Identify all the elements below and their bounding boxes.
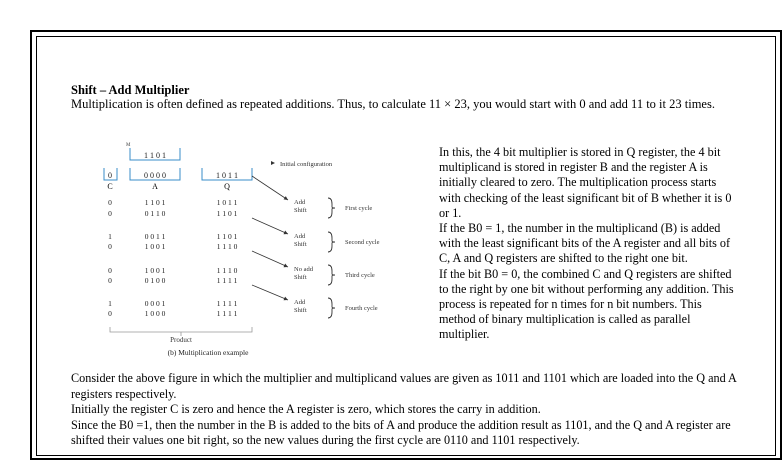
op-shift-label: Shift bbox=[294, 241, 307, 248]
row-q-value: 1 1 0 1 bbox=[216, 209, 238, 218]
row-a-value: 0 1 0 0 bbox=[144, 276, 166, 285]
op-action-label: Add bbox=[294, 233, 306, 240]
side-paragraph-1: In this, the 4 bit multiplier is stored in Q register, the 4 bit multiplicand is stored in register B and the register A is initially cleared to zero. The multiplication process starts with checking of the least significant bit of B whether it is 0 or 1. bbox=[439, 145, 732, 220]
row-q-value: 1 1 1 1 bbox=[216, 276, 238, 285]
op-arrow-icon bbox=[284, 231, 289, 236]
side-paragraph-2: If the B0 = 1, the number in the multiplicand (B) is added with the least significant bits of the A register and all bits of C, A and Q registers are shifted to the right one bit. bbox=[439, 221, 731, 266]
cycle-label: Third cycle bbox=[345, 272, 375, 279]
b-register-value: 1 1 0 1 bbox=[144, 151, 166, 160]
q-column-header: Q bbox=[224, 182, 230, 191]
product-bracket bbox=[110, 327, 252, 332]
row-a-value: 1 0 0 1 bbox=[144, 266, 166, 275]
op-arrow-icon bbox=[284, 264, 289, 269]
c-initial-value: 0 bbox=[108, 171, 112, 180]
cycle-label: Fourth cycle bbox=[345, 305, 378, 312]
row-a-value: 1 0 0 1 bbox=[144, 242, 166, 251]
row-c-value: 0 bbox=[108, 309, 112, 318]
cycle-brace bbox=[328, 232, 335, 252]
c-column-header: C bbox=[107, 182, 113, 191]
op-shift-label: Shift bbox=[294, 207, 307, 214]
row-c-value: 0 bbox=[108, 276, 112, 285]
row-c-value: 0 bbox=[108, 242, 112, 251]
row-c-value: 0 bbox=[108, 266, 112, 275]
op-action-label: Add bbox=[294, 299, 306, 306]
op-action-label: Add bbox=[294, 199, 306, 206]
row-a-value: 1 1 0 1 bbox=[144, 198, 166, 207]
row-q-value: 1 0 1 1 bbox=[216, 198, 238, 207]
op-arrow-line bbox=[252, 285, 288, 300]
row-q-value: 1 1 1 0 bbox=[216, 266, 238, 275]
bottom-paragraph-3: Since the B0 =1, then the number in the B is added to the bits of A and produce the addition result as 1101, and the Q and A register are shifted their values one bit right, so the new values during the first cycle are 0110 and 1101 respectively. bbox=[71, 417, 731, 447]
product-label: Product bbox=[170, 336, 192, 344]
bottom-explanation bbox=[71, 371, 751, 449]
op-arrow-line bbox=[252, 218, 288, 234]
q-initial-value: 1 0 1 1 bbox=[216, 171, 238, 180]
row-q-value: 1 1 0 1 bbox=[216, 232, 238, 241]
row-a-value: 0 0 1 1 bbox=[144, 232, 166, 241]
section-title: Shift – Add Multiplier bbox=[71, 83, 190, 97]
op-shift-label: Shift bbox=[294, 307, 307, 314]
row-q-value: 1 1 1 1 bbox=[216, 309, 238, 318]
row-a-value: 0 1 1 0 bbox=[144, 209, 166, 218]
row-q-value: 1 1 1 0 bbox=[216, 242, 238, 251]
intro-paragraph: Multiplication is often defined as repeated additions. Thus, to calculate 11 × 23, you would start with 0 and add 11 to it 23 times. bbox=[71, 97, 715, 111]
row-a-value: 0 0 0 1 bbox=[144, 299, 166, 308]
cycle-brace bbox=[328, 298, 335, 318]
a-column-header: A bbox=[152, 182, 158, 191]
bottom-paragraph-1: Consider the above figure in which the multiplier and multiplicand values are given as 1011 and 1101 which are loaded into the Q and A registers respectively. bbox=[71, 371, 737, 401]
cycle-brace bbox=[328, 265, 335, 285]
cycle-label: First cycle bbox=[345, 205, 373, 212]
row-a-value: 1 0 0 0 bbox=[144, 309, 166, 318]
initial-arrow-icon bbox=[271, 161, 275, 165]
op-shift-label: Shift bbox=[294, 274, 307, 281]
multiplication-figure bbox=[90, 138, 380, 363]
row-c-value: 0 bbox=[108, 209, 112, 218]
row-c-value: 1 bbox=[108, 232, 112, 241]
b-register-label: M bbox=[126, 143, 131, 148]
row-c-value: 0 bbox=[108, 198, 112, 207]
a-initial-value: 0 0 0 0 bbox=[144, 171, 166, 180]
initial-configuration-label: Initial configuration bbox=[280, 161, 333, 168]
side-explanation bbox=[439, 145, 739, 343]
op-arrow-line bbox=[252, 176, 288, 200]
side-paragraph-3: If the bit B0 = 0, the combined C and Q registers are shifted to the right by one bit without performing any addition. This process is repeated for n times for n bit numbers. This method of binary multiplication is called as parallel multiplier. bbox=[439, 266, 734, 342]
op-action-label: No add bbox=[294, 266, 313, 273]
op-arrow-line bbox=[252, 251, 288, 267]
op-arrow-icon bbox=[284, 297, 289, 302]
bottom-paragraph-2: Initially the register C is zero and hence the A register is zero, which stores the carry in addition. bbox=[71, 402, 541, 416]
row-q-value: 1 1 1 1 bbox=[216, 299, 238, 308]
figure-caption: (b) Multiplication example bbox=[167, 348, 249, 357]
op-arrow-icon bbox=[284, 196, 290, 202]
cycle-label: Second cycle bbox=[345, 239, 380, 246]
cycle-brace bbox=[328, 198, 335, 218]
row-c-value: 1 bbox=[108, 299, 112, 308]
